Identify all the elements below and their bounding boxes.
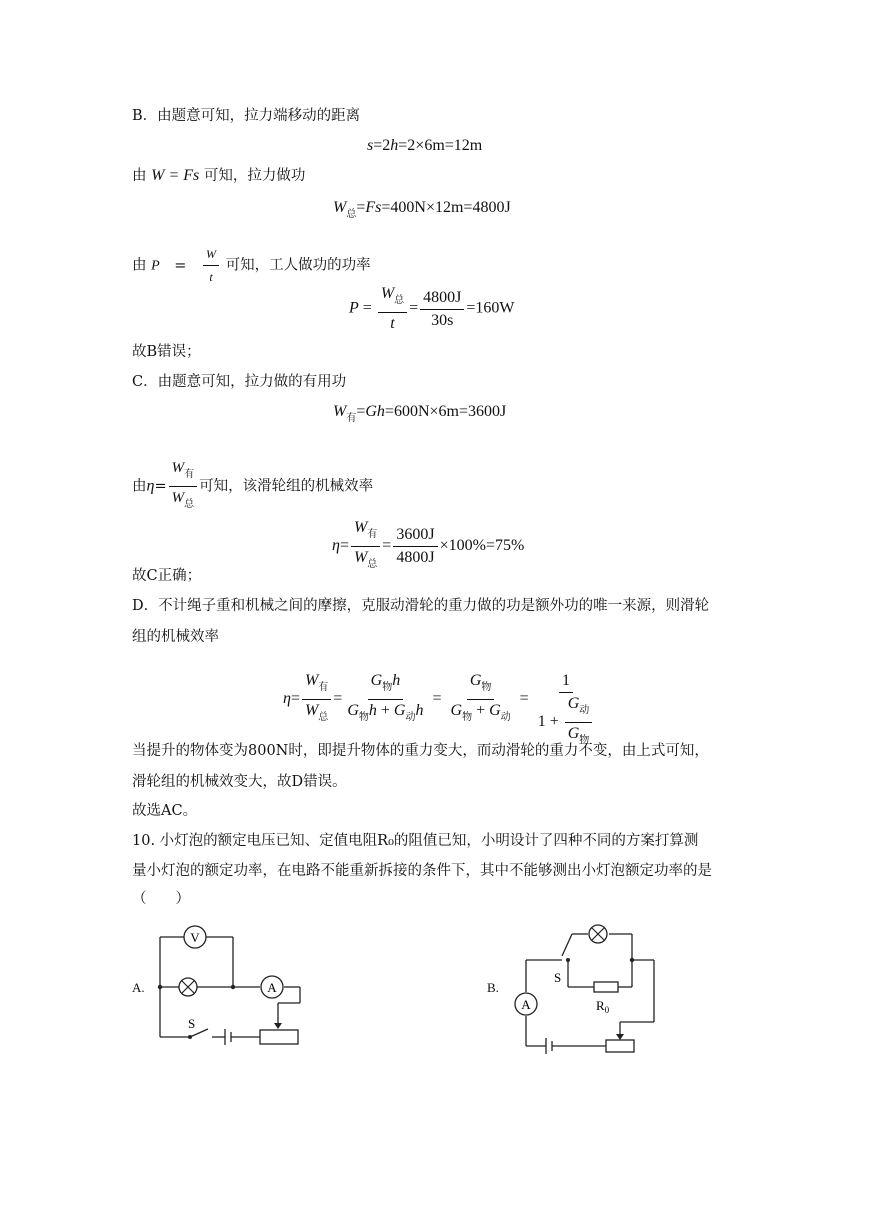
var-w: W [171, 460, 185, 476]
num [378, 283, 407, 313]
var-w: W [380, 285, 395, 302]
eq-part: =2×6m=12m [398, 137, 483, 154]
var-s: s [375, 199, 382, 216]
fraction [302, 670, 331, 729]
circuit-a-diagram [150, 925, 310, 1050]
d-conclusion-line2: 滑轮组的机械效变大，故D错误。 [132, 774, 347, 790]
var-eta: η [283, 690, 291, 708]
eq-part: =400N×12m=4800J [381, 199, 511, 216]
eq-part: =2 [373, 137, 391, 154]
efficiency-line: 由η= $\frac{W_有}{W_总}$ 可知，该滑轮组的机械效率 [132, 457, 373, 516]
var-w: W [304, 672, 319, 689]
var-g: G [347, 702, 359, 719]
switch-label: S [554, 970, 562, 985]
var-eta: η [146, 477, 155, 495]
num: W [203, 243, 219, 266]
equation-useful-work: $W_有=Gh=600N\times 6m=3600J$ [333, 403, 507, 424]
var-p: P [349, 299, 359, 317]
text: 可知，该滑轮组的机械效率 [199, 478, 374, 495]
var-g: G [567, 725, 580, 742]
circuit-a-label: A. [132, 980, 145, 995]
var-w: W [304, 702, 319, 719]
var-h: h [376, 403, 385, 420]
num [565, 693, 593, 723]
sub: 有 [367, 529, 378, 540]
den: 30s [431, 311, 454, 329]
ammeter-symbol: A [521, 997, 531, 1012]
q10-line1: 10. 小灯泡的额定电压已知、定值电阻R₀的阻值已知，小明设计了四种不同的方案打算测 [132, 833, 699, 849]
switch-label: S [188, 1016, 196, 1031]
resistor-subscript: 0 [604, 1005, 610, 1015]
sub: 物 [382, 682, 393, 693]
resistor-label [596, 998, 610, 1015]
den: 4800J [396, 549, 435, 566]
den [302, 700, 331, 729]
var-h: h [392, 672, 401, 689]
sub: 动 [500, 712, 511, 723]
eq-part: =160W [466, 299, 515, 317]
text: 由 [132, 478, 147, 495]
fraction [393, 524, 437, 569]
den: $G_物h + G_动h$ [347, 702, 424, 723]
num: 3600J [393, 524, 437, 547]
var-eta: η [332, 537, 340, 555]
var-g: G [393, 702, 406, 719]
var-s: s [367, 137, 374, 154]
sub: 有 [184, 469, 195, 480]
circuit-b-label: B. [487, 980, 499, 995]
den: t [390, 315, 395, 332]
var-w: W [171, 490, 185, 506]
var-h: h [390, 137, 399, 154]
option-d-line2: 组的机械效率 [132, 629, 219, 645]
b-conclusion: 故B错误； [132, 344, 201, 360]
sub: 动 [405, 712, 416, 723]
eq-part: ×100%=75% [439, 537, 525, 555]
var-g: G [365, 403, 377, 420]
eq-part: =600N×6m=3600J [384, 403, 507, 420]
sub: 总 [394, 295, 405, 306]
text: 由 [132, 257, 147, 274]
option-d-line1: D．不计绳子重和机械之间的摩擦，克服动滑轮的重力做的功是额外功的唯一来源，则滑轮 [132, 598, 710, 614]
var-h: h [368, 702, 377, 719]
var-h: h [415, 702, 424, 719]
sub: 总 [346, 209, 357, 220]
num: 1 [559, 670, 573, 693]
text: 由 [132, 168, 147, 184]
var-g: G [567, 695, 580, 712]
equation-efficiency-d: η= $\frac{W_有}{W_总}$ = $\frac{G_物h}{G_物h + G_动h}$ = $\frac{G_物}{G_物 + G_动}$ = 1 1 + $\frac{G_动}{G_物}$ [283, 670, 599, 752]
num [302, 670, 331, 700]
sub: 物 [579, 735, 590, 746]
num [368, 670, 404, 700]
w-formula: W = Fs [151, 167, 200, 184]
answer: 故选AC。 [132, 803, 198, 819]
power-line: 由 P = $\frac{W}{t}$ 可知，工人做功的功率 [132, 243, 371, 288]
sub: 总 [318, 712, 329, 723]
var-w: W [333, 403, 347, 420]
sub: 总 [184, 499, 195, 510]
sub: 总 [367, 559, 378, 570]
text: 1 + [537, 713, 559, 731]
sub: 物 [462, 712, 473, 723]
sub: 有 [346, 413, 357, 424]
option-b-intro: B．由题意可知，拉力端移动的距离 [132, 108, 361, 124]
fraction [169, 457, 198, 516]
q10-line3: （ ） [132, 891, 190, 907]
text: 可知，拉力做功 [203, 168, 306, 184]
var-w: W [333, 199, 347, 216]
option-c-intro: C．由题意可知，拉力做的有用功 [132, 374, 347, 390]
var-p: P [151, 258, 160, 274]
var-g: G [489, 702, 501, 719]
sub: 动 [579, 705, 590, 716]
c-conclusion: 故C正确； [132, 568, 202, 584]
var-g: G [469, 672, 482, 689]
ammeter-symbol: A [267, 980, 277, 995]
resistor-letter: R [596, 998, 605, 1013]
num [351, 517, 380, 547]
sub: 有 [318, 682, 329, 693]
fraction [378, 283, 407, 335]
var-g: G [450, 702, 463, 719]
circuit-b-diagram [508, 920, 668, 1060]
num [467, 670, 495, 700]
var-w: W [353, 549, 368, 566]
p-fraction [203, 243, 219, 288]
var-g: G [370, 672, 383, 689]
equation-power: P = $\frac{W_总}{t}$ = $\frac{4800J}{30s}$ =160W [349, 283, 515, 335]
equation-distance [367, 136, 482, 156]
fraction [351, 517, 380, 576]
var-f: F [365, 199, 376, 216]
d-conclusion-line1: 当提升的物体变为800N时，即提升物体的重力变大，而动滑轮的重力不变，由上式可知， [132, 743, 709, 759]
den: $G_物 + G_动$ [450, 702, 511, 723]
fraction [344, 670, 426, 729]
den [169, 487, 198, 516]
voltmeter-symbol: V [190, 930, 200, 945]
sub: 物 [358, 712, 369, 723]
sub: 物 [481, 682, 492, 693]
fraction [420, 287, 464, 332]
num: 4800J [420, 287, 464, 310]
equation-efficiency: η= $\frac{W_有}{W_总}$ = $\frac{3600J}{4800J}$ ×100%=75% [332, 517, 524, 576]
var-w: W [353, 519, 368, 536]
den [351, 547, 380, 576]
fraction [535, 670, 598, 752]
fraction [448, 670, 514, 729]
equation-total-work: $W_总=Fs=400N\times 12m=4800J$ [333, 199, 511, 220]
q10-line2: 量小灯泡的额定功率，在电路不能重新拆接的条件下，其中不能够测出小灯泡额定功率的是 [132, 863, 712, 879]
work-line [132, 166, 305, 186]
num [169, 457, 198, 487]
den: t [209, 270, 213, 284]
text: 可知，工人做功的功率 [225, 257, 371, 274]
